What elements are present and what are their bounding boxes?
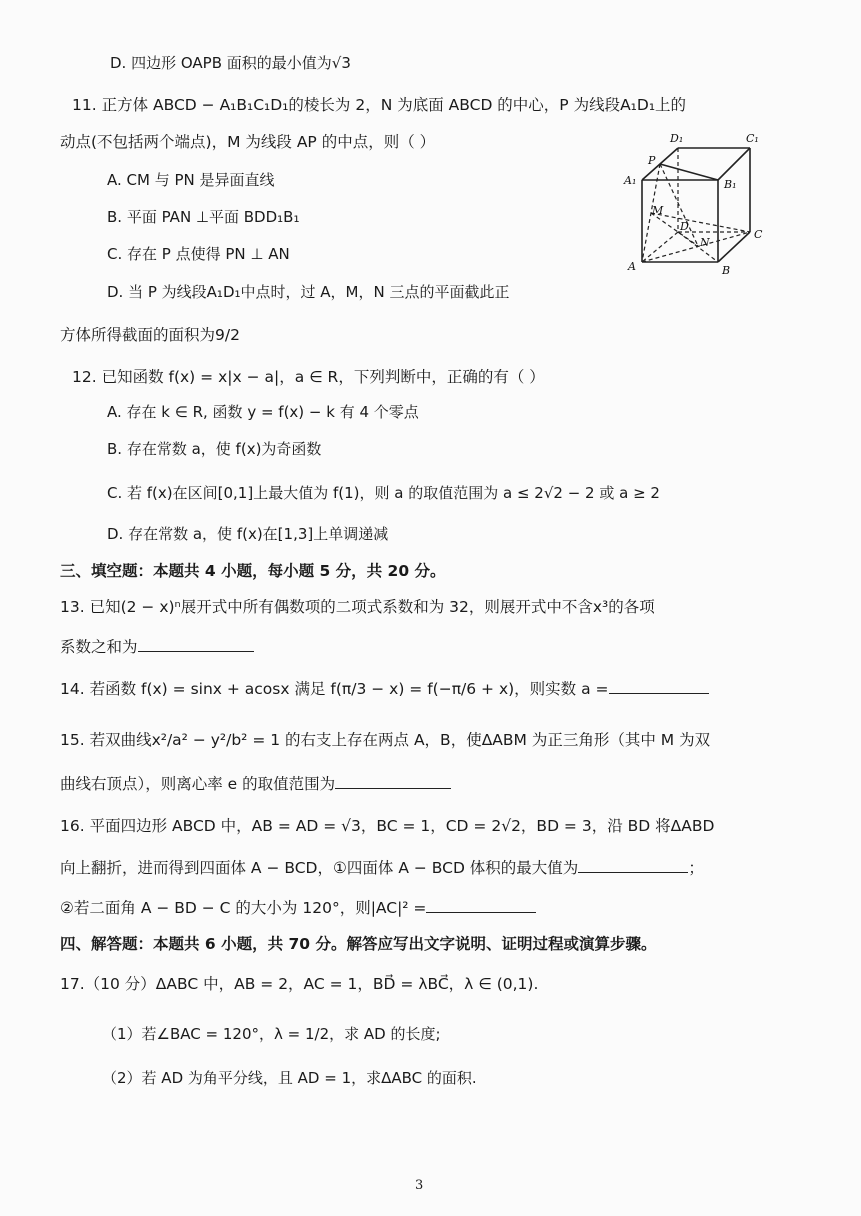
text-line [60,729,710,751]
line-text: A. 存在 k ∈ R, 函数 y = f(x) − k 有 4 个零点 [107,403,419,421]
text-line [60,857,704,879]
text-line [60,933,656,955]
text-line [107,206,299,228]
line-text: 系数之和为 [60,638,138,656]
text-line [60,636,254,658]
line-text: D. 四边形 OAPB 面积的最小值为√3 [110,54,351,72]
text-line [107,169,275,191]
text-line [72,94,686,116]
text-line [60,973,538,995]
line-text: 14. 若函数 f(x) = sinx + acosx 满足 f(π/3 − x) = f(−π/6 + x)，则实数 a = [60,680,609,698]
text-line [107,281,509,303]
line-text: 动点(不包括两个端点)，M 为线段 AP 的中点，则（ ） [60,133,436,151]
text-line [102,1023,441,1045]
text-line [60,324,240,346]
text-line [60,131,435,153]
line-text: 三、填空题：本题共 4 小题，每小题 5 分，共 20 分。 [60,562,446,580]
label-c: C [754,228,763,241]
line-text: 16. 平面四边形 ABCD 中，AB = AD = √3，BC = 1，CD = 2√2，BD = 3，沿 BD 将ΔABD [60,817,715,835]
label-p: P [648,154,656,167]
line-text: C. 存在 P 点使得 PN ⊥ AN [107,245,290,263]
line-text: 向上翻折，进而得到四面体 A − BCD，①四面体 A − BCD 体积的最大值为 [60,859,579,877]
cube-figure [618,128,768,280]
line-text: （2）若 AD 为角平分线，且 AD = 1，求ΔABC 的面积. [102,1069,477,1087]
line-text: 17.（10 分）ΔABC 中，AB = 2，AC = 1，BD⃗ = λBC⃗，λ ∈ (0,1). [60,975,539,993]
text-line [107,401,419,423]
line-text: D. 当 P 为线段A₁D₁中点时，过 A，M，N 三点的平面截此正 [107,283,510,301]
label-b1: B₁ [724,178,737,191]
answer-blank[interactable] [609,679,709,694]
page-number: 3 [415,1178,424,1193]
text-line [60,773,451,795]
text-line [107,523,388,545]
line-text: B. 存在常数 a，使 f(x)为奇函数 [107,440,322,458]
text-line [60,897,536,919]
answer-blank[interactable] [578,858,688,873]
line-text: C. 若 f(x)在区间[0,1]上最大值为 f(1)，则 a 的取值范围为 a ≤ 2√2 − 2 或 a ≥ 2 [107,484,660,502]
text-line [60,678,709,700]
line-text: B. 平面 PAN ⊥平面 BDD₁B₁ [107,208,300,226]
label-n: N [700,236,710,249]
text-line [107,438,321,460]
label-d: D [680,220,689,233]
line-text: 13. 已知(2 − x)ⁿ展开式中所有偶数项的二项式系数和为 32，则展开式中不含x³的各项 [60,598,655,616]
label-a1: A₁ [624,174,637,187]
text-line [72,366,545,388]
label-a: A [628,260,636,273]
line-text: 曲线右顶点），则离心率 e 的取值范围为 [60,775,336,793]
label-b: B [722,264,731,277]
line-text: 12. 已知函数 f(x) = x|x − a|，a ∈ R，下列判断中，正确的有（ ） [72,368,545,386]
line-text: 15. 若双曲线x²/a² − y²/b² = 1 的右支上存在两点 A，B，使ΔABM 为正三角形（其中 M 为双 [60,731,711,749]
text-line [102,1067,477,1089]
answer-blank[interactable] [138,637,254,652]
text-line [60,596,655,618]
line-text: 11. 正方体 ABCD − A₁B₁C₁D₁的棱长为 2，N 为底面 ABCD 的中心，P 为线段A₁D₁上的 [72,96,687,114]
text-line [107,243,290,265]
line-text: 方体所得截面的面积为9/2 [60,326,240,344]
text-line [60,560,446,582]
answer-blank[interactable] [426,898,536,913]
label-d1: D₁ [670,132,684,145]
line-text: D. 存在常数 a，使 f(x)在[1,3]上单调递减 [107,525,389,543]
text-line [107,482,660,504]
label-m: M [652,204,664,217]
answer-blank[interactable] [335,774,451,789]
text-line [110,52,351,74]
line-text: ②若二面角 A − BD − C 的大小为 120°，则|AC|² = [60,899,427,917]
line-text: A. CM 与 PN 是异面直线 [107,171,275,189]
line-text: （1）若∠BAC = 120°，λ = 1/2，求 AD 的长度; [102,1025,441,1043]
text-line [60,815,714,837]
line-text: 四、解答题：本题共 6 小题，共 70 分。解答应写出文字说明、证明过程或演算步骤。 [60,935,657,953]
label-c1: C₁ [746,132,759,145]
line-suffix: ； [688,859,704,877]
